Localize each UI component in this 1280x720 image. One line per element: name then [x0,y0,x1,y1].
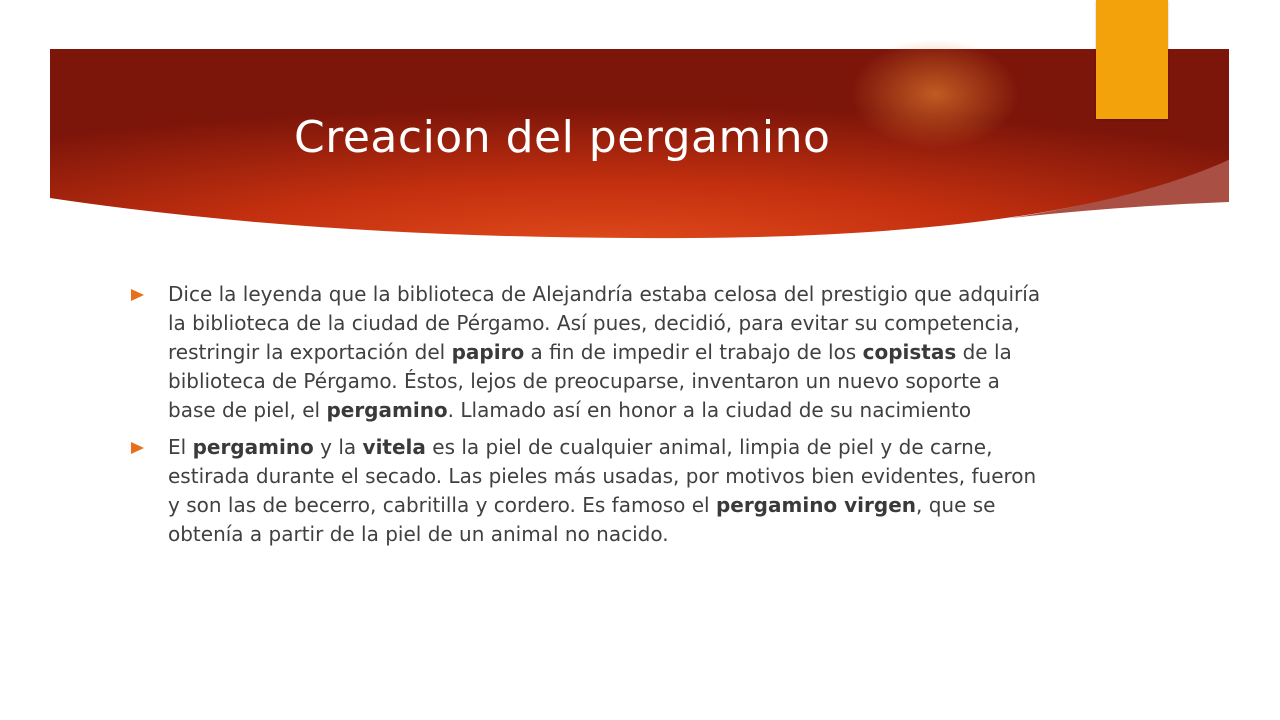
bold-term: copistas [862,340,957,364]
bullet-item [131,433,1041,549]
text-segment: y la [313,435,363,459]
triangle-right-icon [131,289,144,301]
triangle-right-icon [131,442,144,454]
slide-title: Creacion del pergamino [294,112,831,163]
bullet-text [168,282,1040,422]
bold-term: pergamino [326,398,448,422]
text-segment: de la biblioteca de Pérgamo. Éstos, lejos de preocuparse, inventaron un nuevo soporte a base de piel, el [168,340,1012,422]
text-segment: . Llamado así en honor a la ciudad de su nacimiento [447,398,972,422]
bullet-item [131,280,1041,425]
text-segment: a fin de impedir el trabajo de los [524,340,863,364]
bullet-list [131,280,1041,557]
bold-term: papiro [451,340,525,364]
bullet-text [168,435,1036,546]
bold-term: pergamino virgen [715,493,917,517]
accent-bar [1096,0,1168,119]
bold-term: vitela [362,435,426,459]
text-segment: es la piel de cualquier animal, limpia de piel y de carne, estirada durante el secado. Las pieles más usadas, por motivos bien evidentes, fueron y son las de becerro, cabritilla y cordero. Es famoso el [168,435,1037,517]
text-segment: , que se obtenía a partir de la piel de un animal no nacido. [168,493,996,546]
banner-glow [850,39,1020,149]
bold-term: pergamino [192,435,314,459]
text-segment: El [168,435,193,459]
text-segment: Dice la leyenda que la biblioteca de Alejandría estaba celosa del prestigio que adquiría la biblioteca de la ciudad de Pérgamo. Así pues, decidió, para evitar su competencia, restringir la exportación del [168,282,1041,364]
